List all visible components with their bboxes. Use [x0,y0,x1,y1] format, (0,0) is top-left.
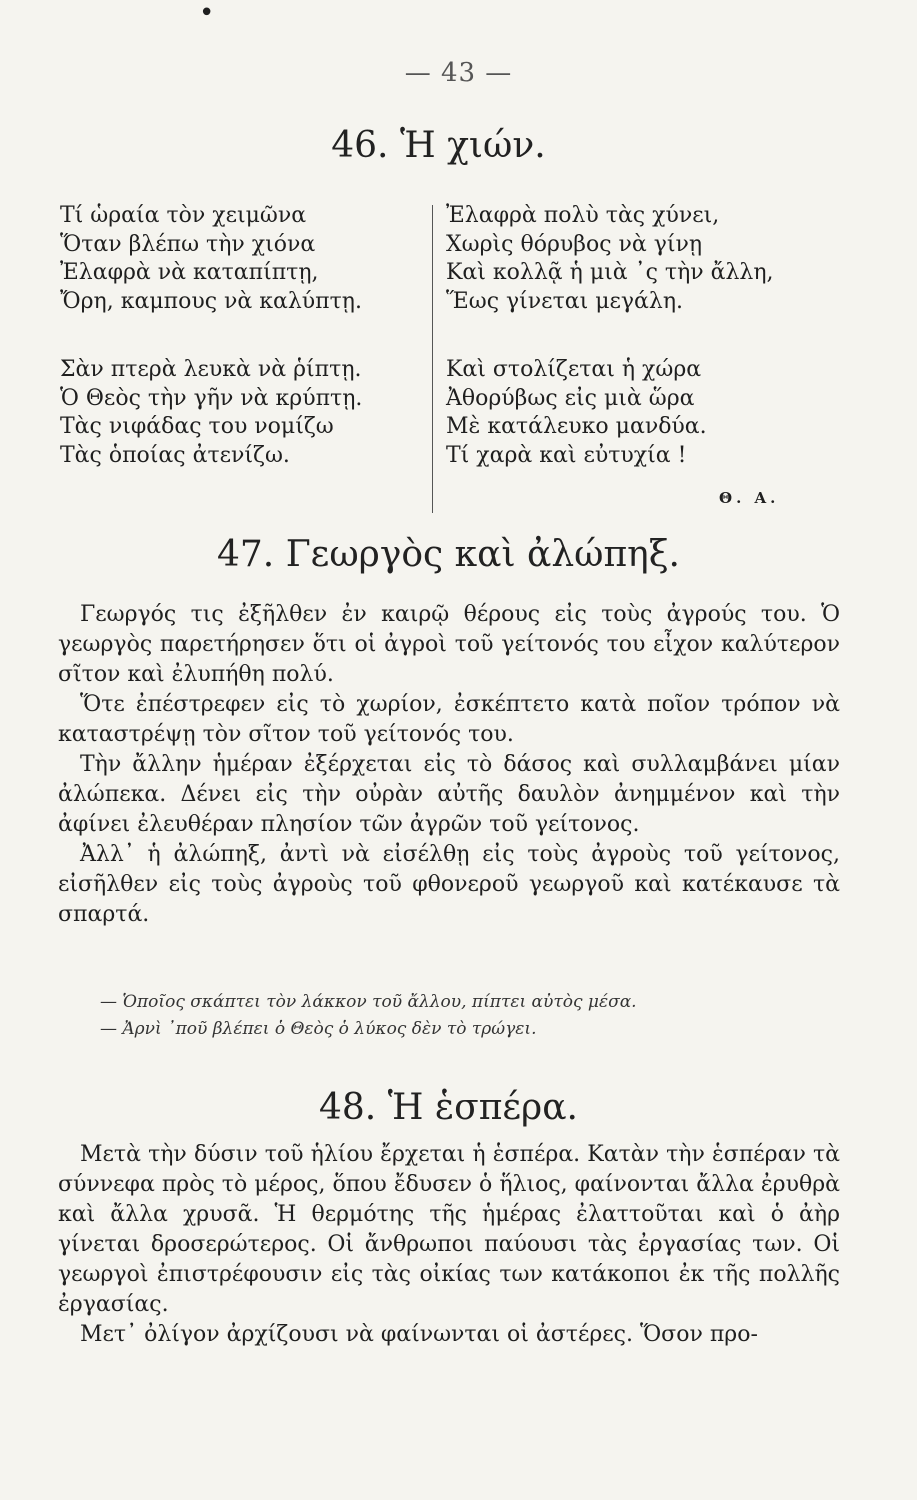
poem-line: Ἐλαφρὰ νὰ καταπίπτῃ, [60,260,319,285]
page-number: — 43 — [404,58,513,88]
poem-line: Τὰς ὁποίας ἀτενίζω. [60,442,290,468]
section-48-title: 48. Ἡ ἑσπέρα. [319,1087,578,1128]
poem-line: Σὰν πτερὰ λευκὰ νὰ ῥίπτῃ. [60,357,362,382]
poem-line: Ἕως γίνεται μεγάλη. [446,288,684,314]
section-46-title: 46. Ἡ χιών. [331,125,546,166]
section-48-text [58,1140,840,1350]
proverbs [100,989,637,1043]
paragraph: Μετὰ τὴν δύσιν τοῦ ἡλίου ἔρχεται ἡ ἑσπέρα. Κατὰν τὴν ἑσπέραν τὰ σύννεφα πρὸς τὸ μέρος, ὅπου ἔδυσεν ὁ ἥλιος, φαίνονται ἄλλα ἐρυθρὰ καὶ ἄλλα χρυσᾶ. Ἡ θερμότης τῆς ἡμέρας ἐλαττοῦται καὶ ὁ ἀὴρ γίνεται δροσερώτερος. Οἱ ἄνθρωποι παύουσι τὰς ἐργασίας των. Οἱ γεωργοὶ ἐπιστρέφουσιν εἰς τὰς οἰκίας των κατάκοποι ἐκ τῆς πολλῆς ἐργασίας. [58,1142,840,1317]
poem-line: Ὄρη, καμπους νὰ καλύπτῃ. [60,288,362,314]
column-divider [432,205,433,513]
poem-right-stanza-2 [446,356,707,470]
proverb-line: — Ὁποῖος σκάπτει τὸν λάκκον τοῦ ἄλλου, πίπτει αὐτὸς μέσα. [100,992,637,1012]
poem-line: Ὅταν βλέπω τὴν χιόνα [60,231,316,257]
poem-line: Τὰς νιφάδας του νομίζω [60,414,334,439]
poem-line: Ὁ Θεὸς τὴν γῆν νὰ κρύπτῃ. [60,385,363,411]
poem-right-stanza-1 [446,202,774,316]
paragraph: Μετ᾽ ὀλίγον ἀρχίζουσι νὰ φαίνωνται οἱ ἀστέρες. Ὅσον προ- [80,1322,758,1347]
section-47-text [58,600,840,930]
proverb-line: — Ἀρνὶ ᾽ποῦ βλέπει ὁ Θεὸς ὁ λύκος δὲν τὸ τρώγει. [100,1019,537,1039]
poem-line: Ἐλαφρὰ πολὺ τὰς χύνει, [446,203,720,228]
poem-line: Ἀθορύβως εἰς μιὰ ὥρα [446,385,695,411]
poem-left-stanza-2 [60,356,362,470]
paragraph: Ἀλλ᾽ ἡ ἀλώπηξ, ἀντὶ νὰ εἰσέλθῃ εἰς τοὺς ἀγροὺς τοῦ γείτονος, εἰσῆλθεν εἰς τοὺς ἀγροὺς τοῦ φθονεροῦ γεωργοῦ καὶ κατέκαυσε τὰ σπαρτά. [58,842,840,927]
poem-line: Τί ὡραία τὸν χειμῶνα [60,203,307,228]
poem-line: Καὶ στολίζεται ἡ χώρα [446,357,702,382]
paragraph: Τὴν ἄλλην ἡμέραν ἐξέρχεται εἰς τὸ δάσος καὶ συλλαμβάνει μίαν ἀλώπεκα. Δένει εἰς τὴν οὐρὰν αὐτῆς δαυλὸν ἀνημμένον καὶ τὴν ἀφίνει ἐλευθέραν πλησίον τῶν ἀγρῶν τοῦ γείτονος. [58,752,840,837]
poem-line: Χωρὶς θόρυβος νὰ γίνῃ [446,231,703,257]
author-initials: Θ. Α. [719,489,780,507]
poem-line: Μὲ κατάλευκο μανδύα. [446,414,707,439]
paragraph: Γεωργός τις ἐξῆλθεν ἐν καιρῷ θέρους εἰς τοὺς ἀγρούς του. Ὁ γεωργὸς παρετήρησεν ὅτι οἱ ἀγροὶ τοῦ γείτονός του εἶχον καλύτερον σῖτον καὶ ἐλυπήθη πολύ. [58,602,840,687]
poem-left-stanza-1 [60,202,362,316]
page-dot-mark: • [199,0,215,28]
section-47-title: 47. Γεωργὸς καὶ ἀλώπηξ. [217,534,680,575]
paragraph: Ὅτε ἐπέστρεφεν εἰς τὸ χωρίον, ἐσκέπτετο κατὰ ποῖον τρόπον νὰ καταστρέψῃ τὸν σῖτον τοῦ γείτονός του. [58,692,840,747]
poem-line: Καὶ κολλᾷ ἡ μιὰ ᾽ς τὴν ἄλλη, [446,260,774,285]
poem-line: Τί χαρὰ καὶ εὐτυχία ! [446,442,687,468]
